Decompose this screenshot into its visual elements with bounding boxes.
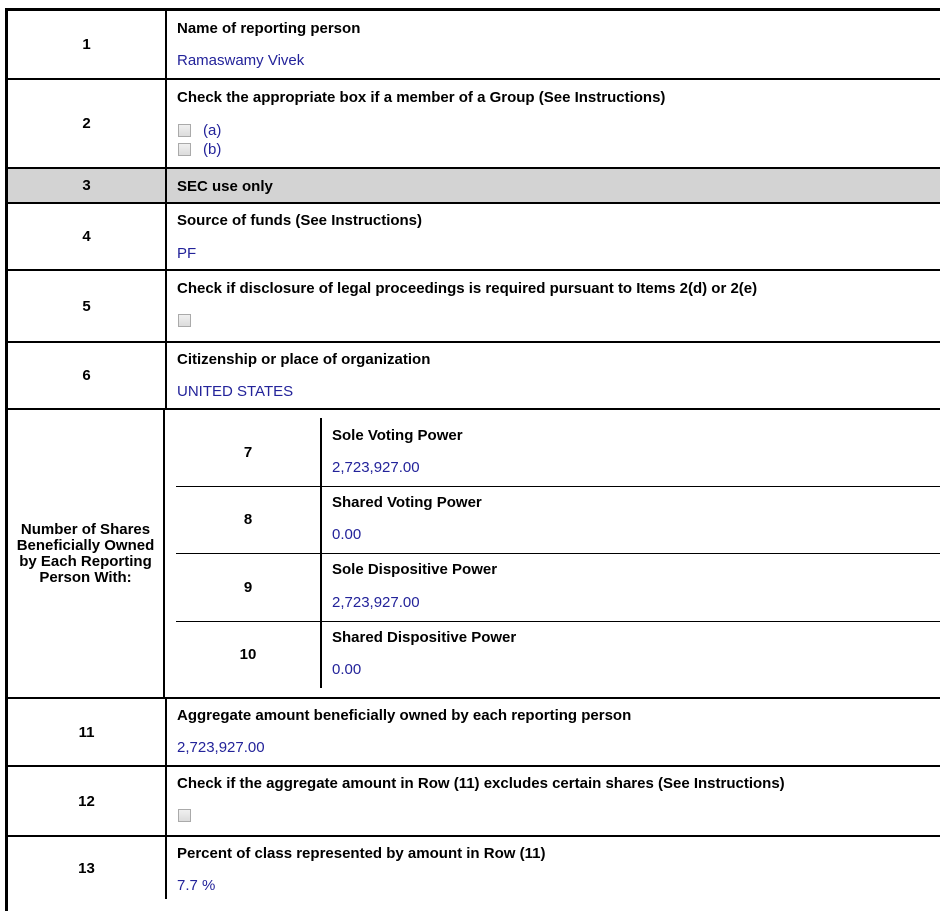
source-of-funds: PF (177, 245, 197, 262)
row-number: 11 (8, 699, 167, 765)
row-label: Source of funds (See Instructions) (177, 212, 423, 229)
group-option-a: (a) (203, 122, 222, 139)
row-label: Sole Dispositive Power (332, 561, 498, 578)
group-option-b: (b) (203, 141, 222, 158)
row-11 (8, 699, 940, 767)
shares-row-9 (176, 553, 940, 622)
row-label: Percent of class represented by amount in Row (11) (177, 845, 546, 862)
shares-row-8 (176, 486, 940, 554)
row-1 (8, 11, 940, 80)
row-label: Shared Dispositive Power (332, 629, 517, 646)
row-number: 13 (8, 837, 167, 899)
row-2 (8, 80, 940, 169)
row-label: Check if disclosure of legal proceedings is required pursuant to Items 2(d) or 2(e) (177, 280, 758, 297)
shared-dispositive-power: 0.00 (332, 661, 362, 678)
group-checkbox-a[interactable] (178, 124, 191, 137)
row-label: Citizenship or place of organization (177, 351, 431, 368)
citizenship: UNITED STATES (177, 383, 294, 400)
row-6 (8, 343, 940, 410)
sole-voting-power: 2,723,927.00 (332, 459, 420, 476)
row-label: Shared Voting Power (332, 494, 482, 511)
row-12 (8, 767, 940, 837)
row-label: Check if the aggregate amount in Row (11) excludes certain shares (See Instructions) (177, 775, 785, 792)
shares-row-7 (176, 418, 940, 487)
legal-proceedings-checkbox[interactable] (178, 314, 191, 327)
row-label: Sole Voting Power (332, 427, 463, 444)
percent-of-class: 7.7 % (177, 877, 216, 894)
row-label: Check the appropriate box if a member of a Group (See Instructions) (177, 89, 666, 106)
row-5 (8, 271, 940, 343)
row-label: SEC use only (177, 178, 273, 195)
row-number: 8 (176, 486, 322, 553)
row-label: Name of reporting person (177, 20, 361, 37)
sole-dispositive-power: 2,723,927.00 (332, 594, 420, 611)
row-number: 9 (176, 553, 322, 621)
row-number: 4 (8, 204, 167, 269)
excludes-shares-checkbox[interactable] (178, 809, 191, 822)
row-label: Aggregate amount beneficially owned by each reporting person (177, 707, 632, 724)
row-number: 7 (176, 418, 322, 486)
shares-row-10 (176, 621, 940, 688)
row-number: 10 (176, 621, 322, 688)
shares-block (8, 410, 940, 699)
row-number: 6 (8, 343, 167, 408)
row-13 (8, 837, 940, 907)
row-number: 1 (8, 11, 167, 78)
row-number: 2 (8, 80, 167, 167)
row-number: 5 (8, 271, 167, 341)
aggregate-amount: 2,723,927.00 (177, 739, 265, 756)
row-3 (8, 169, 940, 204)
row-4 (8, 204, 940, 271)
row-number: 3 (8, 169, 167, 202)
row-number: 12 (8, 767, 167, 835)
shared-voting-power: 0.00 (332, 526, 362, 543)
group-checkbox-b[interactable] (178, 143, 191, 156)
shares-label: Number of Shares Beneficially Owned by Each Reporting Person With: (8, 410, 165, 697)
reporting-person-name: Ramaswamy Vivek (177, 52, 305, 69)
